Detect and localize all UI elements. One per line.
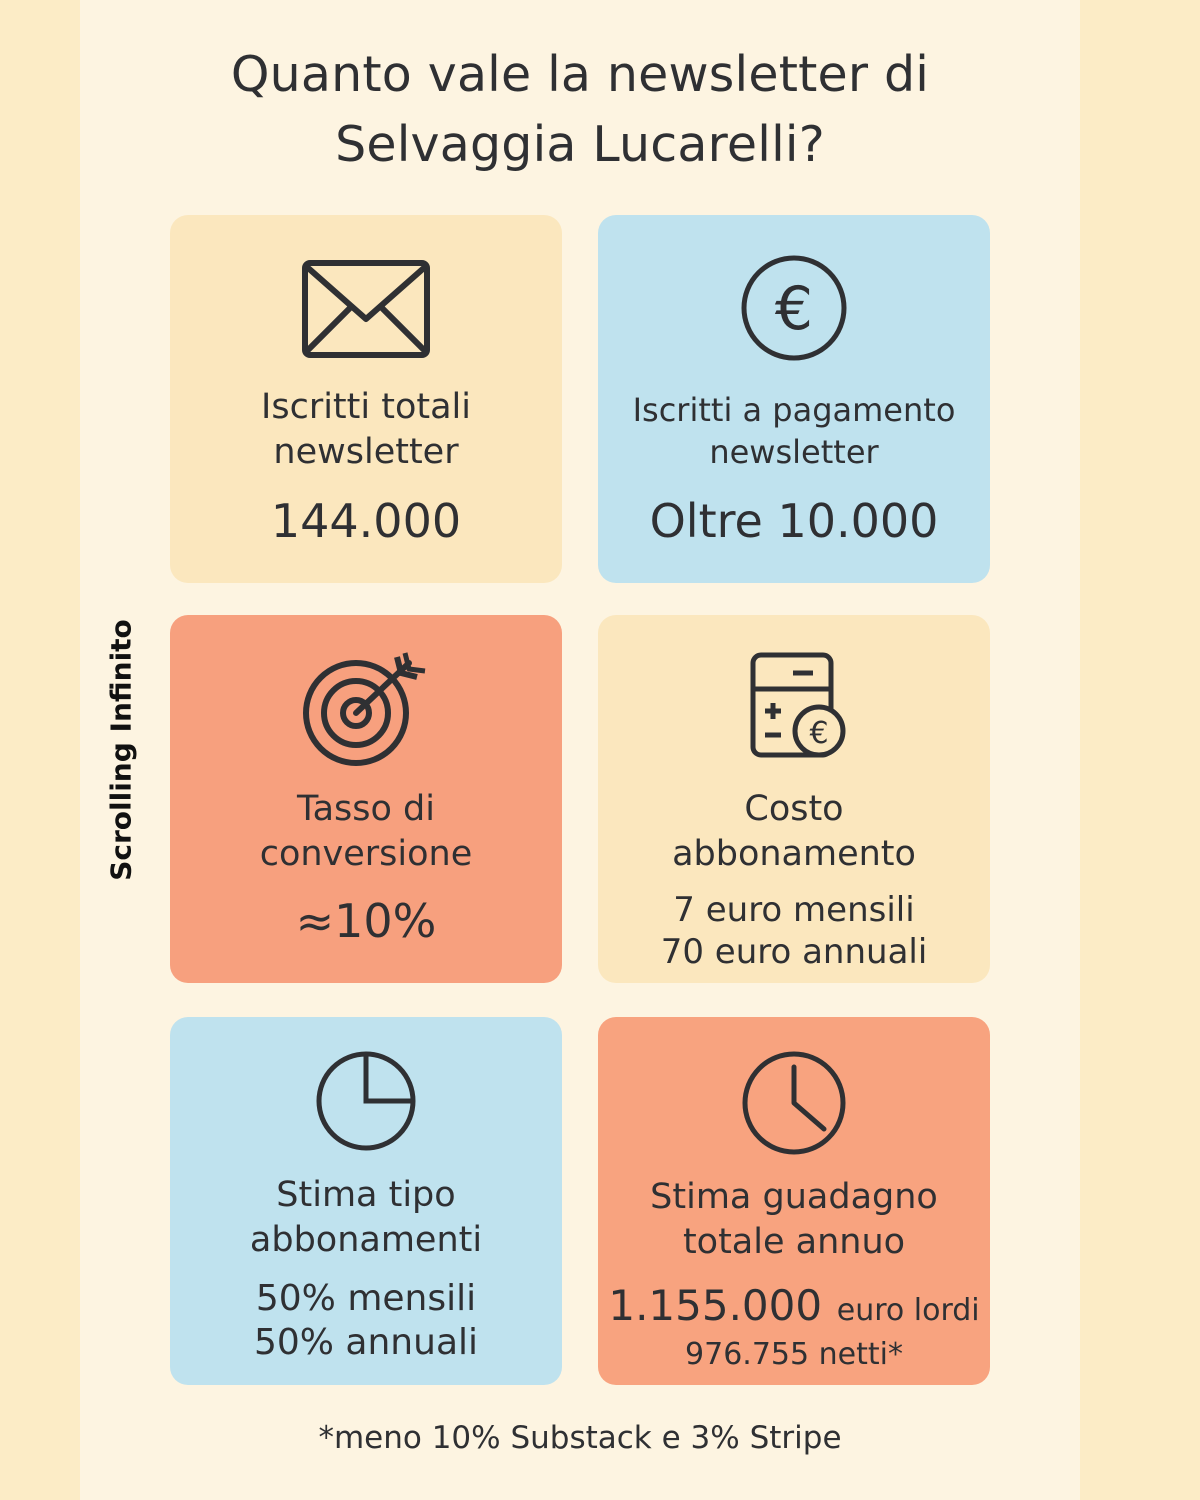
card-total-subscribers [170,215,562,583]
euro-coin-icon [598,253,990,363]
target-icon [170,649,562,769]
label-line-1: Iscritti totali [261,387,471,427]
card-value [598,889,990,973]
card-subscription-cost [598,615,990,983]
value-line-1: 50% mensili [255,1278,477,1319]
value-line-2: 50% annuali [253,1322,479,1363]
label-line-2: newsletter [273,432,459,472]
title-line-1: Quanto vale la newsletter di [230,46,930,103]
label-line-1: Stima guadagno [650,1177,938,1217]
svg-text:€: € [774,274,814,344]
svg-text:€: € [809,716,829,751]
card-value: ≈10% [295,894,437,948]
card-value: 144.000 [270,494,462,548]
clock-icon [598,1049,990,1157]
card-conversion-rate [170,615,562,983]
label-line-2: newsletter [709,433,879,471]
card-annual-revenue [598,1017,990,1385]
value-line-1: 7 euro mensili [673,890,915,930]
card-value-net: 976.755 netti* [685,1337,903,1372]
card-paid-subscribers [598,215,990,583]
gross-unit: euro lordi [836,1293,980,1328]
card-value [170,1277,562,1365]
card-label [180,787,552,877]
label-line-1: Costo [744,789,844,829]
card-label [608,389,980,473]
card-label [180,385,552,475]
card-value-gross [598,1279,990,1336]
page-title [80,40,1080,180]
pie-chart-icon [170,1049,562,1153]
label-line-2: totale annuo [682,1222,906,1262]
right-margin [1080,0,1200,1500]
label-line-2: conversione [259,834,473,874]
side-label: Scrolling Infinito [104,619,138,881]
title-line-2: Selvaggia Lucarelli? [335,116,825,173]
card-label [180,1173,552,1263]
card-label [608,787,980,877]
card-subscription-split [170,1017,562,1385]
gross-amount: 1.155.000 [608,1281,823,1330]
label-line-1: Tasso di [297,789,435,829]
card-label [608,1175,980,1265]
label-line-1: Iscritti a pagamento [632,391,956,429]
card-value: Oltre 10.000 [649,494,939,548]
value-line-2: 70 euro annuali [660,932,928,972]
footnote: *meno 10% Substack e 3% Stripe [318,1420,842,1456]
label-line-2: abbonamento [672,834,916,874]
envelope-icon [170,259,562,359]
label-line-2: abbonamenti [249,1220,483,1260]
left-margin [0,0,80,1500]
calculator-euro-icon [598,651,990,761]
label-line-1: Stima tipo [276,1175,456,1215]
